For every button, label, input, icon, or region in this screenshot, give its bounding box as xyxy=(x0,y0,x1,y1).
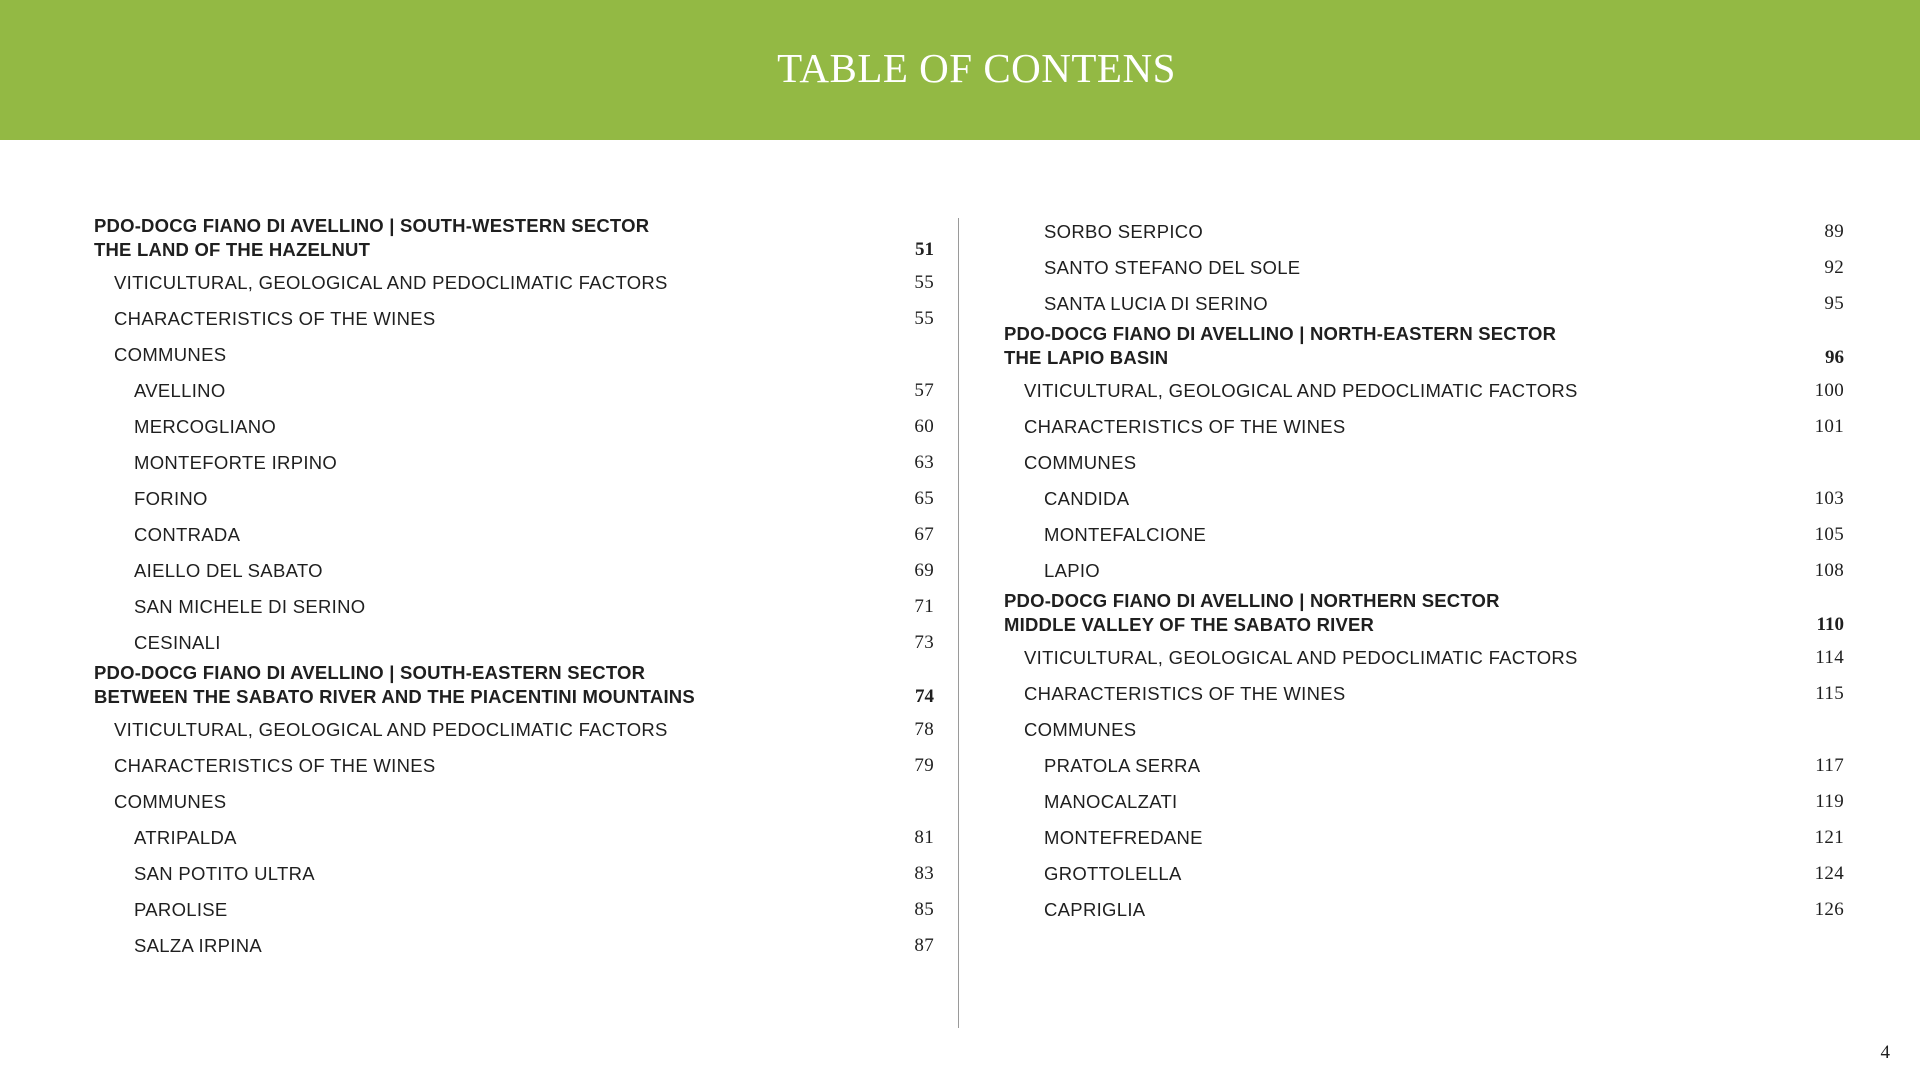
entry-label: LAPIO xyxy=(1044,560,1100,581)
toc-entry-commune[interactable] xyxy=(94,445,934,481)
entry-label: MONTEFREDANE xyxy=(1044,827,1203,848)
entry-page-number: 67 xyxy=(914,524,934,545)
toc-entry-commune[interactable] xyxy=(1004,748,1844,784)
entry-label: FORINO xyxy=(134,488,208,509)
entry-page-number: 87 xyxy=(914,935,934,956)
toc-section-south-western[interactable] xyxy=(94,214,934,262)
entry-page-number: 78 xyxy=(914,719,934,740)
toc-entry-commune[interactable] xyxy=(94,928,934,964)
entry-label: GROTTOLELLA xyxy=(1044,863,1182,884)
section-page-number: 110 xyxy=(1816,614,1844,635)
toc-right-column xyxy=(1004,214,1844,928)
toc-section-north-eastern[interactable] xyxy=(1004,322,1844,370)
toc-entry-viticultural[interactable] xyxy=(1004,640,1844,676)
toc-entry-commune[interactable] xyxy=(1004,517,1844,553)
entry-page-number: 115 xyxy=(1815,683,1844,704)
entry-label: VITICULTURAL, GEOLOGICAL AND PEDOCLIMATIC FACTORS xyxy=(1024,647,1578,668)
toc-entry-commune[interactable] xyxy=(94,481,934,517)
section-title-line2: MIDDLE VALLEY OF THE SABATO RIVER xyxy=(1004,614,1375,635)
entry-label: AVELLINO xyxy=(134,380,226,401)
entry-page-number: 60 xyxy=(914,416,934,437)
entry-label: ATRIPALDA xyxy=(134,827,237,848)
toc-entry-commune[interactable] xyxy=(94,409,934,445)
entry-label: COMMUNES xyxy=(114,791,227,812)
entry-label: PAROLISE xyxy=(134,899,228,920)
entry-page-number: 73 xyxy=(914,632,934,653)
toc-entry-viticultural[interactable] xyxy=(94,712,934,748)
toc-entry-viticultural[interactable] xyxy=(94,265,934,301)
entry-page-number: 117 xyxy=(1815,755,1844,776)
entry-label: SAN POTITO ULTRA xyxy=(134,863,315,884)
section-title-line2: THE LAPIO BASIN xyxy=(1004,347,1169,368)
entry-label: VITICULTURAL, GEOLOGICAL AND PEDOCLIMATIC FACTORS xyxy=(114,719,668,740)
entry-page-number: 126 xyxy=(1814,899,1844,920)
entry-page-number: 124 xyxy=(1814,863,1844,884)
toc-entry-commune[interactable] xyxy=(1004,481,1844,517)
page-title: TABLE OF CONTENS xyxy=(777,45,1176,91)
entry-page-number: 95 xyxy=(1824,293,1844,314)
entry-label: CHARACTERISTICS OF THE WINES xyxy=(114,308,436,329)
entry-label: MONTEFORTE IRPINO xyxy=(134,452,338,473)
entry-page-number: 65 xyxy=(914,488,934,509)
toc-entry-commune[interactable] xyxy=(1004,892,1844,928)
entry-page-number: 89 xyxy=(1824,221,1844,242)
entry-label: COMMUNES xyxy=(1024,452,1137,473)
section-page-number: 96 xyxy=(1825,347,1844,368)
entry-label: MERCOGLIANO xyxy=(134,416,277,437)
entry-page-number: 57 xyxy=(914,380,934,401)
entry-page-number: 81 xyxy=(914,827,934,848)
page-number: 4 xyxy=(1880,1042,1890,1063)
entry-label: CHARACTERISTICS OF THE WINES xyxy=(1024,683,1346,704)
section-title-line1: PDO-DOCG FIANO DI AVELLINO | SOUTH-EASTERN SECTOR xyxy=(94,662,646,683)
entry-label: COMMUNES xyxy=(1024,719,1137,740)
entry-page-number: 92 xyxy=(1824,257,1844,278)
toc-entry-characteristics[interactable] xyxy=(1004,676,1844,712)
toc-entry-characteristics[interactable] xyxy=(94,301,934,337)
toc-entry-commune[interactable] xyxy=(94,856,934,892)
toc-entry-commune[interactable] xyxy=(94,553,934,589)
column-divider xyxy=(958,218,959,1028)
toc-entry-commune[interactable] xyxy=(94,892,934,928)
entry-label: CESINALI xyxy=(134,632,221,653)
toc-entry-communes[interactable] xyxy=(1004,445,1844,481)
section-title-line1: PDO-DOCG FIANO DI AVELLINO | SOUTH-WESTERN SECTOR xyxy=(94,215,650,236)
entry-label: VITICULTURAL, GEOLOGICAL AND PEDOCLIMATIC FACTORS xyxy=(114,272,668,293)
toc-entry-communes[interactable] xyxy=(94,784,934,820)
entry-label: MANOCALZATI xyxy=(1044,791,1178,812)
entry-label: CONTRADA xyxy=(134,524,241,545)
toc-left-column xyxy=(94,214,934,964)
entry-page-number: 63 xyxy=(914,452,934,473)
entry-page-number: 103 xyxy=(1814,488,1844,509)
section-title-line2: BETWEEN THE SABATO RIVER AND THE PIACENTINI MOUNTAINS xyxy=(94,686,695,707)
header-band xyxy=(0,0,1920,140)
entry-page-number: 100 xyxy=(1814,380,1844,401)
toc-section-northern[interactable] xyxy=(1004,589,1844,637)
entry-page-number: 119 xyxy=(1815,791,1844,812)
toc-entry-commune[interactable] xyxy=(94,820,934,856)
entry-label: SANTA LUCIA DI SERINO xyxy=(1044,293,1268,314)
entry-label: CANDIDA xyxy=(1044,488,1130,509)
entry-page-number: 55 xyxy=(914,272,934,293)
toc-entry-commune[interactable] xyxy=(1004,784,1844,820)
entry-label: COMMUNES xyxy=(114,344,227,365)
toc-entry-characteristics[interactable] xyxy=(1004,409,1844,445)
entry-label: VITICULTURAL, GEOLOGICAL AND PEDOCLIMATIC FACTORS xyxy=(1024,380,1578,401)
entry-page-number: 55 xyxy=(914,308,934,329)
section-title-line2: THE LAND OF THE HAZELNUT xyxy=(94,239,371,260)
section-page-number: 74 xyxy=(915,686,934,707)
toc-entry-commune[interactable] xyxy=(1004,856,1844,892)
entry-page-number: 83 xyxy=(914,863,934,884)
entry-label: SAN MICHELE DI SERINO xyxy=(134,596,366,617)
toc-entry-commune[interactable] xyxy=(94,373,934,409)
entry-page-number: 108 xyxy=(1814,560,1844,581)
entry-label: CHARACTERISTICS OF THE WINES xyxy=(114,755,436,776)
entry-page-number: 85 xyxy=(914,899,934,920)
toc-entry-commune[interactable] xyxy=(1004,820,1844,856)
entry-page-number: 71 xyxy=(914,596,934,617)
section-title-line1: PDO-DOCG FIANO DI AVELLINO | NORTH-EASTERN SECTOR xyxy=(1004,323,1557,344)
entry-page-number: 101 xyxy=(1814,416,1844,437)
entry-page-number: 114 xyxy=(1815,647,1844,668)
toc-entry-commune[interactable] xyxy=(1004,286,1844,322)
entry-page-number: 79 xyxy=(914,755,934,776)
entry-label: SALZA IRPINA xyxy=(134,935,263,956)
entry-label: AIELLO DEL SABATO xyxy=(134,560,323,581)
section-title-line1: PDO-DOCG FIANO DI AVELLINO | NORTHERN SECTOR xyxy=(1004,590,1500,611)
toc-entry-characteristics[interactable] xyxy=(94,748,934,784)
entry-label: CHARACTERISTICS OF THE WINES xyxy=(1024,416,1346,437)
entry-label: CAPRIGLIA xyxy=(1044,899,1146,920)
entry-page-number: 105 xyxy=(1814,524,1844,545)
toc-entry-viticultural[interactable] xyxy=(1004,373,1844,409)
entry-label: MONTEFALCIONE xyxy=(1044,524,1207,545)
toc-entry-communes[interactable] xyxy=(94,337,934,373)
toc-entry-commune[interactable] xyxy=(94,589,934,625)
toc-entry-commune[interactable] xyxy=(1004,250,1844,286)
toc-entry-commune[interactable] xyxy=(94,625,934,661)
entry-label: PRATOLA SERRA xyxy=(1044,755,1201,776)
toc-section-south-eastern[interactable] xyxy=(94,661,934,709)
toc-entry-commune[interactable] xyxy=(1004,214,1844,250)
toc-entry-commune[interactable] xyxy=(1004,553,1844,589)
section-page-number: 51 xyxy=(915,239,934,260)
entry-page-number: 69 xyxy=(914,560,934,581)
toc-entry-commune[interactable] xyxy=(94,517,934,553)
entry-label: SORBO SERPICO xyxy=(1044,221,1204,242)
entry-page-number: 121 xyxy=(1814,827,1844,848)
toc-entry-communes[interactable] xyxy=(1004,712,1844,748)
entry-label: SANTO STEFANO DEL SOLE xyxy=(1044,257,1301,278)
